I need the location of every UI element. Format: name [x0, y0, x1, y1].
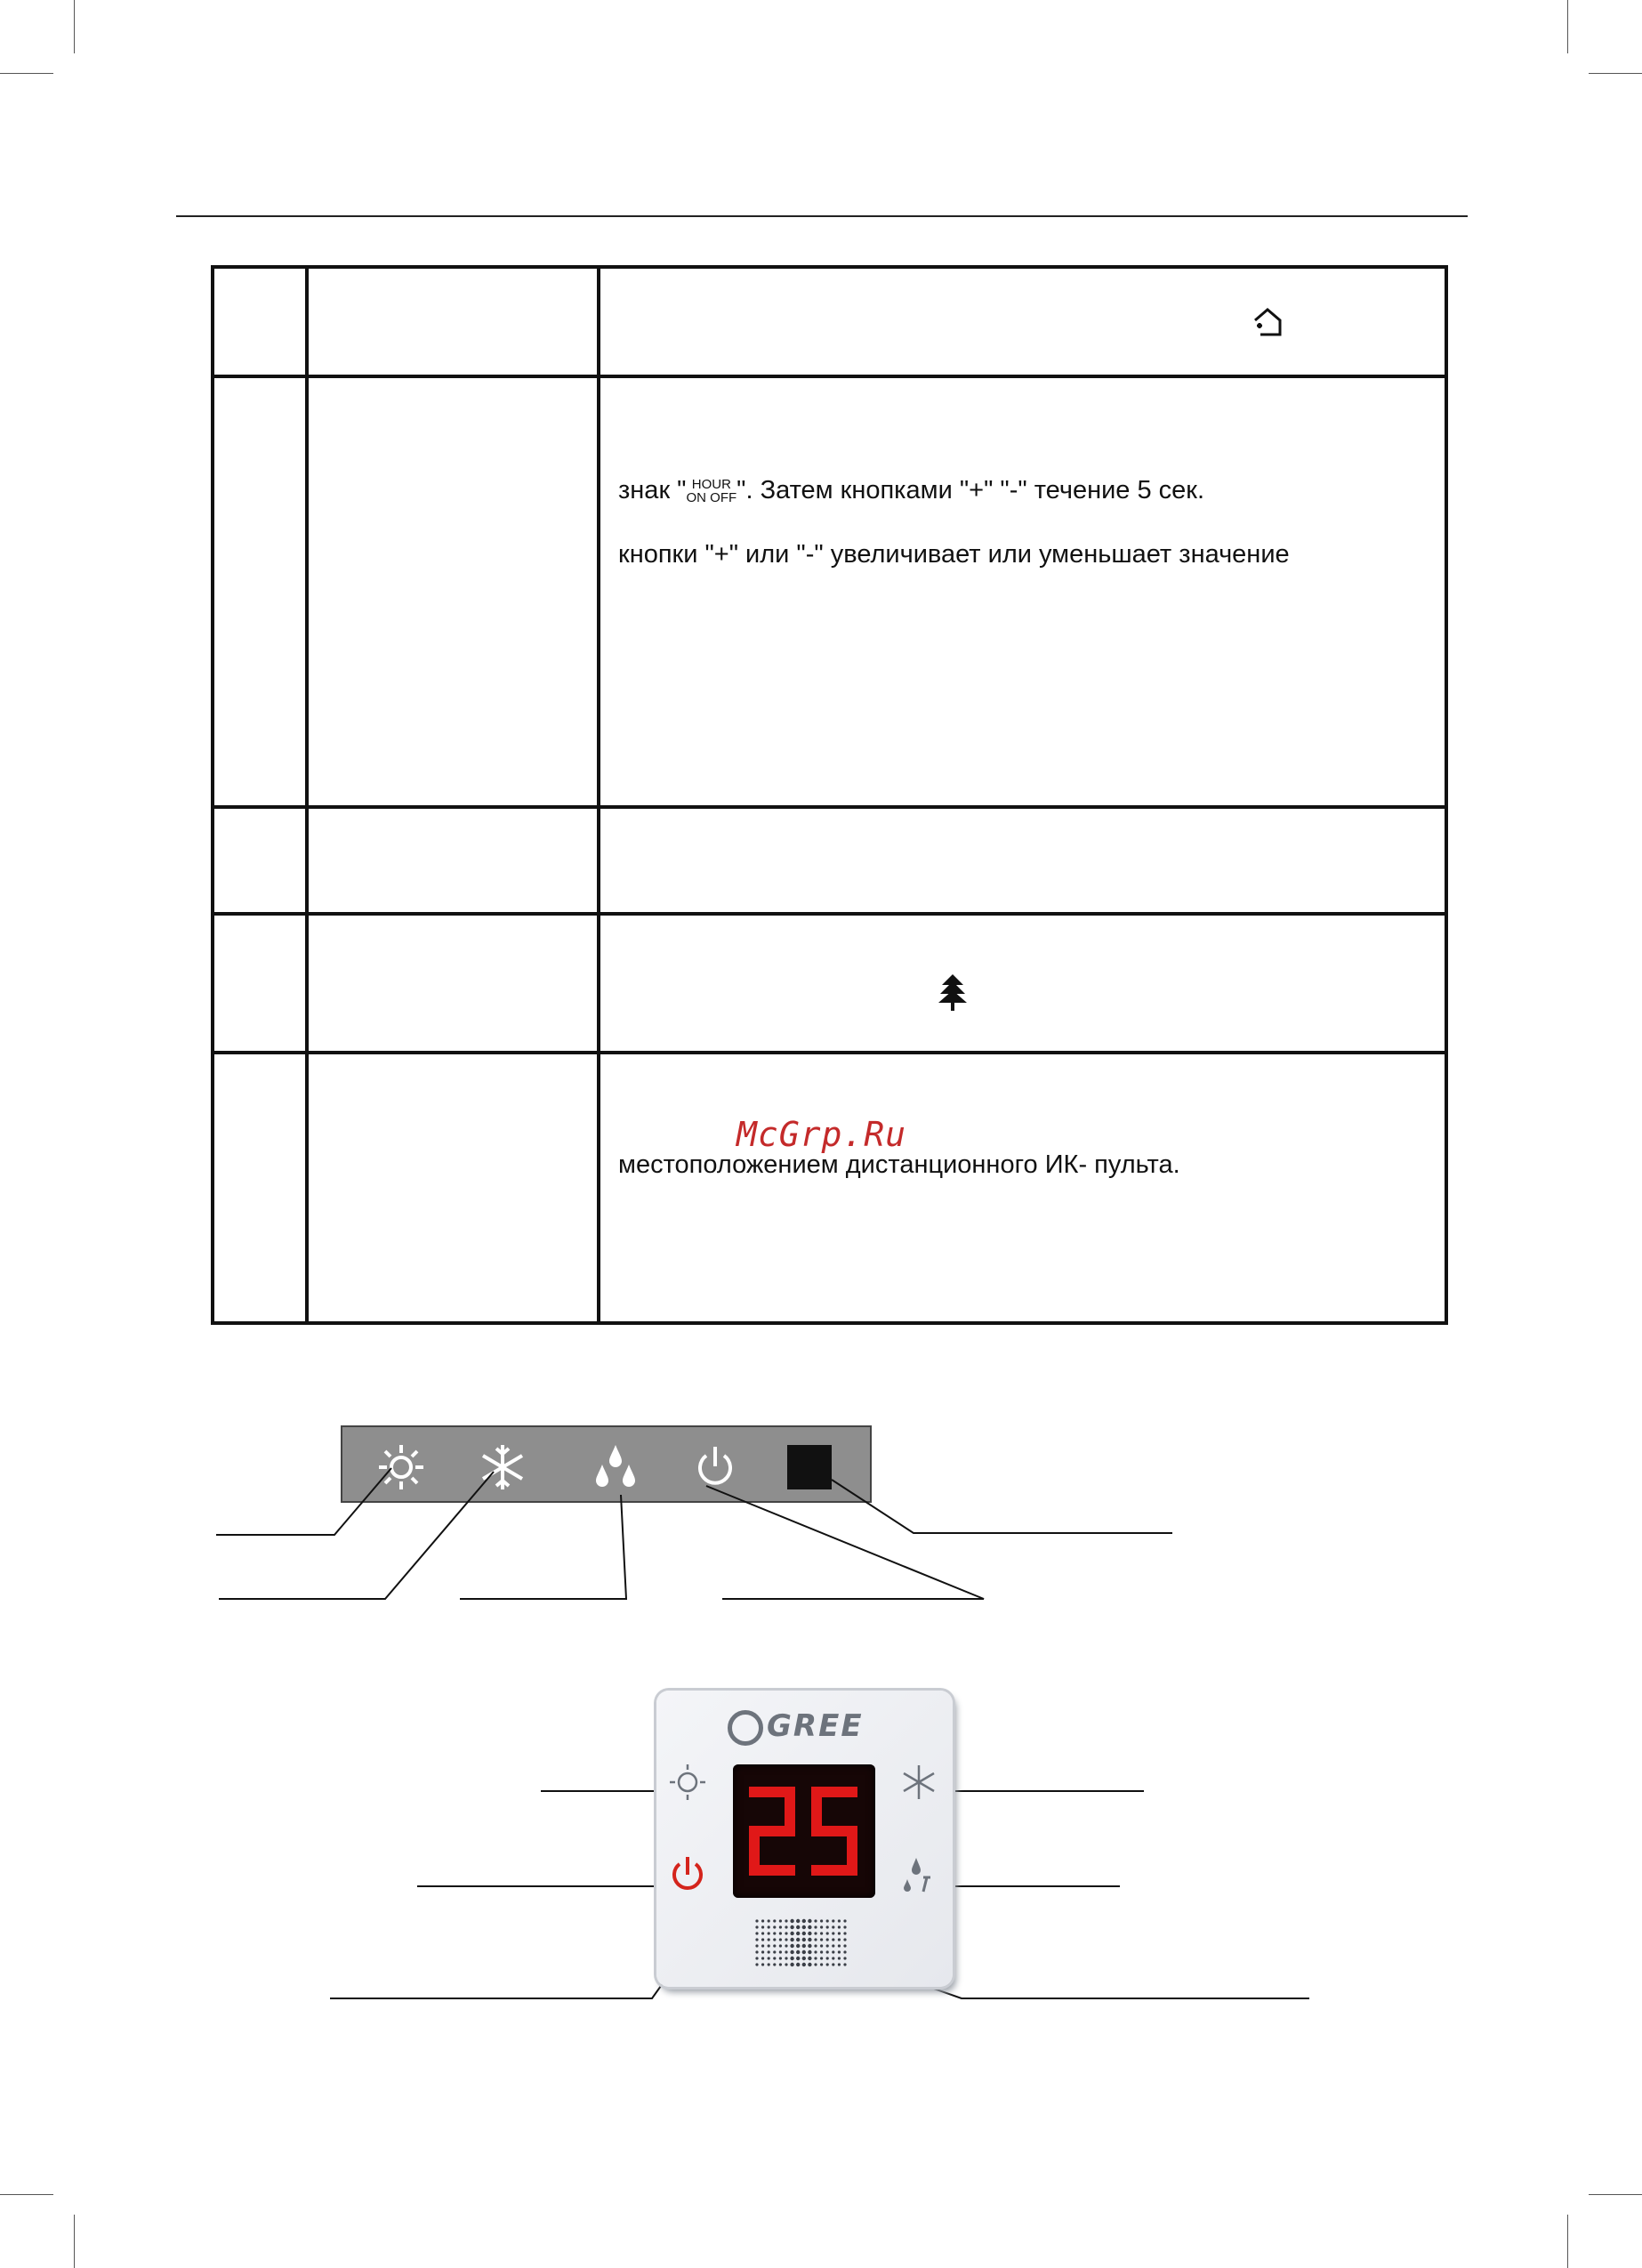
speaker-dot	[790, 1932, 793, 1935]
watermark: McGrp.Ru	[736, 1115, 907, 1154]
speaker-dot	[761, 1950, 764, 1953]
speaker-dot	[826, 1944, 829, 1947]
speaker-dot	[785, 1919, 787, 1922]
gree-display-panel	[656, 1691, 953, 1987]
speaker-dot	[843, 1919, 846, 1922]
speaker-dot	[832, 1963, 834, 1965]
speaker-dot	[755, 1950, 758, 1953]
speaker-dot	[790, 1957, 793, 1960]
speaker-dot	[773, 1919, 776, 1922]
speaker-dot	[779, 1938, 782, 1941]
speaker-dot	[779, 1919, 782, 1922]
speaker-dot	[802, 1925, 806, 1929]
speaker-dot	[838, 1925, 841, 1928]
speaker-dot	[768, 1944, 770, 1947]
speaker-dot	[761, 1932, 764, 1934]
speaker-dot	[826, 1919, 829, 1922]
gree-logo: GREE	[728, 1708, 864, 1746]
speaker-dot	[755, 1925, 758, 1928]
speaker-dot	[768, 1963, 770, 1965]
speaker-dot	[768, 1919, 770, 1922]
speaker-dot	[820, 1919, 823, 1922]
speaker-dot	[768, 1932, 770, 1934]
speaker-dot	[814, 1957, 817, 1959]
digit-segment	[785, 1787, 795, 1831]
speaker-dot	[808, 1963, 811, 1966]
speaker-dot	[796, 1932, 800, 1935]
speaker-dot	[820, 1925, 823, 1928]
speaker-dot	[832, 1925, 834, 1928]
speaker-dot	[773, 1957, 776, 1959]
speaker-dot	[843, 1950, 846, 1953]
speaker-dot	[779, 1950, 782, 1953]
speaker-dot	[755, 1919, 758, 1922]
speaker-dot	[808, 1932, 811, 1935]
speaker-dot	[796, 1950, 800, 1954]
speaker-dot	[832, 1957, 834, 1959]
speaker-dot	[779, 1944, 782, 1947]
speaker-dot	[808, 1950, 811, 1954]
speaker-dot	[843, 1944, 846, 1947]
speaker-dot	[761, 1957, 764, 1959]
speaker-dot	[790, 1919, 793, 1923]
speaker-dot	[779, 1963, 782, 1965]
speaker-dot	[820, 1944, 823, 1947]
speaker-dot	[773, 1938, 776, 1941]
speaker-dot	[755, 1944, 758, 1947]
speaker-dot	[838, 1938, 841, 1941]
row2-line2: кнопки "+" или "-" увеличивает или уменьшает значение	[618, 540, 1290, 569]
speaker-dot	[808, 1957, 811, 1960]
speaker-dot	[785, 1925, 787, 1928]
speaker-dot	[820, 1938, 823, 1941]
speaker-dot	[779, 1932, 782, 1934]
speaker-dot	[814, 1919, 817, 1922]
speaker-dot	[802, 1919, 806, 1923]
speaker-dot	[761, 1919, 764, 1922]
speaker-dot	[755, 1957, 758, 1959]
speaker-dot	[832, 1919, 834, 1922]
speaker-dot	[832, 1950, 834, 1953]
speaker-dot	[796, 1938, 800, 1941]
speaker-dot	[768, 1925, 770, 1928]
speaker-dot	[796, 1963, 800, 1966]
speaker-dot	[779, 1925, 782, 1928]
speaker-dot	[790, 1944, 793, 1948]
temperature-digits	[733, 1764, 875, 1898]
row2-line1: знак " HOUR ON OFF". Затем кнопками "+" "-" течение 5 сек.	[618, 476, 1205, 506]
speaker-dot	[838, 1957, 841, 1959]
speaker-dot	[755, 1938, 758, 1941]
speaker-dot	[826, 1938, 829, 1941]
power-icon[interactable]	[665, 1852, 710, 1897]
speaker-dot	[796, 1925, 800, 1929]
speaker-dot	[773, 1944, 776, 1947]
temperature-screen	[733, 1764, 875, 1898]
speaker-dot	[761, 1938, 764, 1941]
speaker-dot	[814, 1938, 817, 1941]
speaker-dot	[773, 1950, 776, 1953]
speaker-dot	[808, 1938, 811, 1941]
speaker-dot	[808, 1925, 811, 1929]
speaker-dot	[773, 1963, 776, 1965]
speaker-grid	[753, 1917, 850, 1971]
speaker-dot	[768, 1957, 770, 1959]
speaker-dot	[802, 1963, 806, 1966]
speaker-dot	[790, 1950, 793, 1954]
speaker-dot	[785, 1957, 787, 1959]
digit-segment	[749, 1831, 760, 1876]
speaker-dot	[820, 1932, 823, 1934]
speaker-dot	[785, 1944, 787, 1947]
speaker-dot	[785, 1950, 787, 1953]
speaker-dot	[826, 1957, 829, 1959]
speaker-dot	[832, 1932, 834, 1934]
sun-icon[interactable]	[665, 1760, 710, 1804]
speaker-dot	[814, 1932, 817, 1934]
speaker-dot	[843, 1957, 846, 1959]
speaker-dot	[838, 1963, 841, 1965]
speaker-dot	[790, 1963, 793, 1966]
speaker-dot	[790, 1925, 793, 1929]
speaker-dot	[814, 1925, 817, 1928]
speaker-dot	[808, 1919, 811, 1923]
speaker-dot	[785, 1932, 787, 1934]
speaker-dot	[814, 1950, 817, 1953]
speaker-dot	[790, 1938, 793, 1941]
speaker-dot	[843, 1925, 846, 1928]
speaker-dot	[843, 1938, 846, 1941]
speaker-dot	[820, 1957, 823, 1959]
speaker-dot	[802, 1938, 806, 1941]
speaker-dot	[814, 1944, 817, 1947]
speaker-dot	[802, 1950, 806, 1954]
speaker-dot	[843, 1932, 846, 1934]
speaker-dot	[832, 1944, 834, 1947]
snowflake-icon[interactable]	[897, 1760, 941, 1804]
speaker-dot	[838, 1919, 841, 1922]
speaker-dot	[826, 1963, 829, 1965]
speaker-dot	[768, 1938, 770, 1941]
speaker-dot	[755, 1963, 758, 1965]
speaker-dot	[796, 1919, 800, 1923]
digit-segment	[811, 1787, 822, 1831]
speaker-dot	[796, 1957, 800, 1960]
speaker-dot	[785, 1963, 787, 1965]
speaker-dot	[779, 1957, 782, 1959]
speaker-dot	[785, 1938, 787, 1941]
drop-icon[interactable]	[897, 1852, 941, 1897]
speaker-dot	[826, 1932, 829, 1934]
speaker-dot	[796, 1944, 800, 1948]
speaker-dot	[768, 1950, 770, 1953]
speaker-dot	[755, 1932, 758, 1934]
speaker-dot	[761, 1963, 764, 1965]
row5-line1: местоположением дистанционного ИК- пульта.	[618, 1150, 1180, 1179]
speaker-dot	[802, 1932, 806, 1935]
speaker-dot	[820, 1950, 823, 1953]
speaker-dot	[838, 1950, 841, 1953]
speaker-dot	[802, 1944, 806, 1948]
speaker-dot	[773, 1932, 776, 1934]
speaker-dot	[826, 1925, 829, 1928]
hour-on-off-label: HOUR ON OFF	[686, 477, 737, 506]
digit-segment	[847, 1831, 857, 1876]
speaker-dot	[761, 1925, 764, 1928]
speaker-dot	[814, 1963, 817, 1965]
speaker-dot	[826, 1950, 829, 1953]
speaker-dot	[808, 1944, 811, 1948]
speaker-dot	[761, 1944, 764, 1947]
speaker-dot	[773, 1925, 776, 1928]
speaker-dot	[832, 1938, 834, 1941]
speaker-dot	[820, 1963, 823, 1965]
speaker-dot	[843, 1963, 846, 1965]
speaker-dot	[802, 1957, 806, 1960]
speaker-dot	[838, 1944, 841, 1947]
speaker-dot	[838, 1932, 841, 1934]
